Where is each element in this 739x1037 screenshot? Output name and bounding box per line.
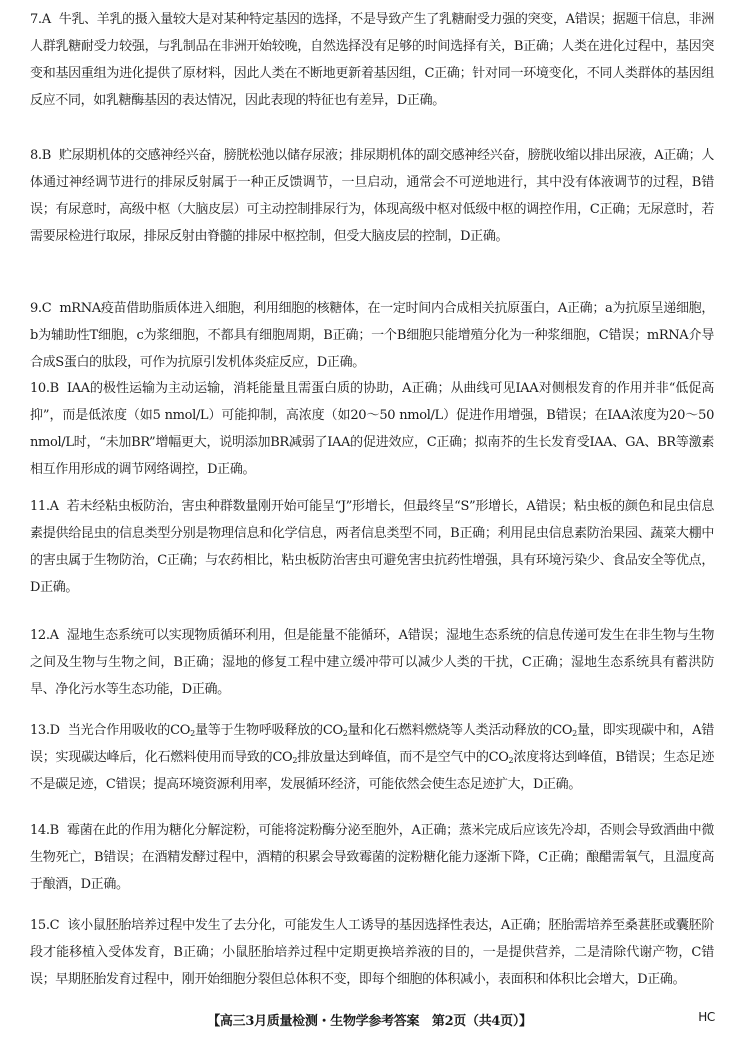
answer-key: A — [49, 628, 59, 643]
answer-key: B — [41, 148, 51, 163]
answer-item-15 — [30, 912, 714, 993]
answer-explanation: 霉菌在此的作用为糖化分解淀粉，可能将淀粉酶分泌至胞外，A正确；蒸米完成后应该先冷却，否则会导致酒曲中微生物死亡，B错误；在酒精发酵过程中，酒精的积累会导致霉菌的淀粉糖化能力逐渐下降，C正确；酿醋需氧气，且温度高于酿酒，D正确。 — [30, 823, 714, 892]
answer-explanation: 若未经粘虫板防治，害虫种群数量刚开始可能呈“J”形增长，但最终呈“S”形增长，A错误；粘虫板的颜色和昆虫信息素提供给昆虫的信息类型分别是物理信息和化学信息，两者信息类型不同，B正确；利用昆虫信息素防治果园、蔬菜大棚中的害虫属于生物防治，C正确；与农药相比，粘虫板防治害虫可避免害虫抗药性增强，具有环境污染少、食品安全等优点，D正确。 — [30, 499, 714, 595]
footer-title: 【高三3月质量检测・生物学参考答案 第2页（共4页）】 — [207, 1014, 532, 1029]
answer-item-13 — [30, 717, 714, 798]
question-number: 11. — [30, 499, 50, 514]
answer-item-8 — [30, 142, 714, 250]
answer-item-11 — [30, 493, 714, 601]
answer-item-10 — [30, 375, 714, 483]
answer-explanation: 该小鼠胚胎培养过程中发生了去分化，可能发生人工诱导的基因选择性表达，A正确；胚胎需培养至桑葚胚或囊胚阶段才能移植入受体发育，B正确；小鼠胚胎培养过程中定期更换培养液的目的，一是提供营养，二是清除代谢产物，C错误；早期胚胎发育过程中，刚开始细胞分裂但总体积不变，即每个细胞的体积减小，表面积和体积比会增大，D正确。 — [30, 918, 714, 987]
question-number: 8. — [30, 148, 42, 163]
answer-item-7 — [30, 6, 714, 114]
page-footer — [0, 1010, 739, 1030]
answer-explanation: IAA的极性运输为主动运输，消耗能量且需蛋白质的协助，A正确；从曲线可见IAA对侧根发育的作用并非“低促高抑”，而是低浓度（如5 nmol/L）可能抑制，高浓度（如20～50 nmol/L）促进作用增强，B错误；在IAA浓度为20～50 nmol/L时，“未加BR”增幅更大，说明添加BR减弱了IAA的促进效应，C正确；拟南芥的生长发育受IAA、GA、BR等激素相互作用形成的调节网络调控，D正确。 — [30, 381, 714, 477]
answer-key: D — [49, 723, 60, 738]
answer-item-9 — [30, 295, 714, 376]
answer-key: A — [41, 12, 51, 27]
answer-key: C — [41, 301, 52, 316]
footer-code: HC — [698, 1010, 715, 1024]
question-number: 7. — [30, 12, 42, 27]
question-number: 13. — [30, 723, 50, 738]
answer-item-12 — [30, 622, 714, 703]
answer-explanation: mRNA疫苗借助脂质体进入细胞，利用细胞的核糖体，在一定时间内合成相关抗原蛋白，A正确；a为抗原呈递细胞，b为辅助性T细胞，c为浆细胞，不都具有细胞周期，B正确；一个B细胞只能增殖分化为一种浆细胞，C错误；mRNA介导合成S蛋白的肽段，可作为抗原引发机体炎症反应，D正确。 — [30, 301, 714, 370]
answer-explanation: 贮尿期机体的交感神经兴奋，膀胱松弛以储存尿液；排尿期机体的副交感神经兴奋，膀胱收缩以排出尿液，A正确；人体通过神经调节进行的排尿反射属于一种正反馈调节，一旦启动，通常会不可逆地进行，其中没有体液调节的过程，B错误；有尿意时，高级中枢（大脑皮层）可主动控制排尿行为，体现高级中枢对低级中枢的调控作用，C正确；无尿意时，若需要尿检进行取尿，排尿反射由脊髓的排尿中枢控制，但受大脑皮层的控制，D正确。 — [30, 148, 714, 244]
question-number: 15. — [30, 918, 50, 933]
question-number: 9. — [30, 301, 42, 316]
answer-explanation: 当光合作用吸收的$CO_2$量等于生物呼吸释放的$CO_2$量和化石燃料燃烧等人类活动释放的$CO_2$量，即实现碳中和，A错误；实现碳达峰后，化石燃料使用而导致的$CO_2$排放量达到峰值，而不是空气中的$CO_2$浓度将达到峰值，B错误；生态足迹不是碳足迹，C错误；提高环境资源利用率，发展循环经济，可能依然会使生态足迹扩大，D正确。 — [30, 723, 714, 792]
answer-key: A — [49, 499, 59, 514]
answer-key: B — [49, 381, 59, 396]
question-number: 12. — [30, 628, 50, 643]
question-number: 10. — [30, 381, 50, 396]
answer-key: B — [49, 823, 59, 838]
answer-explanation: 湿地生态系统可以实现物质循环利用，但是能量不能循环，A错误；湿地生态系统的信息传递可发生在非生物与生物之间及生物与生物之间，B正确；湿地的修复工程中建立缓冲带可以减少人类的干扰，C正确；湿地生态系统具有蓄洪防旱、净化污水等生态功能，D正确。 — [30, 628, 714, 697]
answer-item-14 — [30, 817, 714, 898]
question-number: 14. — [30, 823, 50, 838]
answer-key: C — [49, 918, 60, 933]
answer-explanation: 牛乳、羊乳的摄入量较大是对某种特定基因的选择，不是导致产生了乳糖耐受力强的突变，A错误；据题干信息，非洲人群乳糖耐受力较强，与乳制品在非洲开始较晚，自然选择没有足够的时间选择有关，B正确；人类在进化过程中，基因突变和基因重组为进化提供了原材料，因此人类在不断地更新着基因组，C正确；针对同一环境变化，不同人类群体的基因组反应不同，如乳糖酶基因的表达情况，因此表现的特征也有差异，D正确。 — [30, 12, 714, 108]
